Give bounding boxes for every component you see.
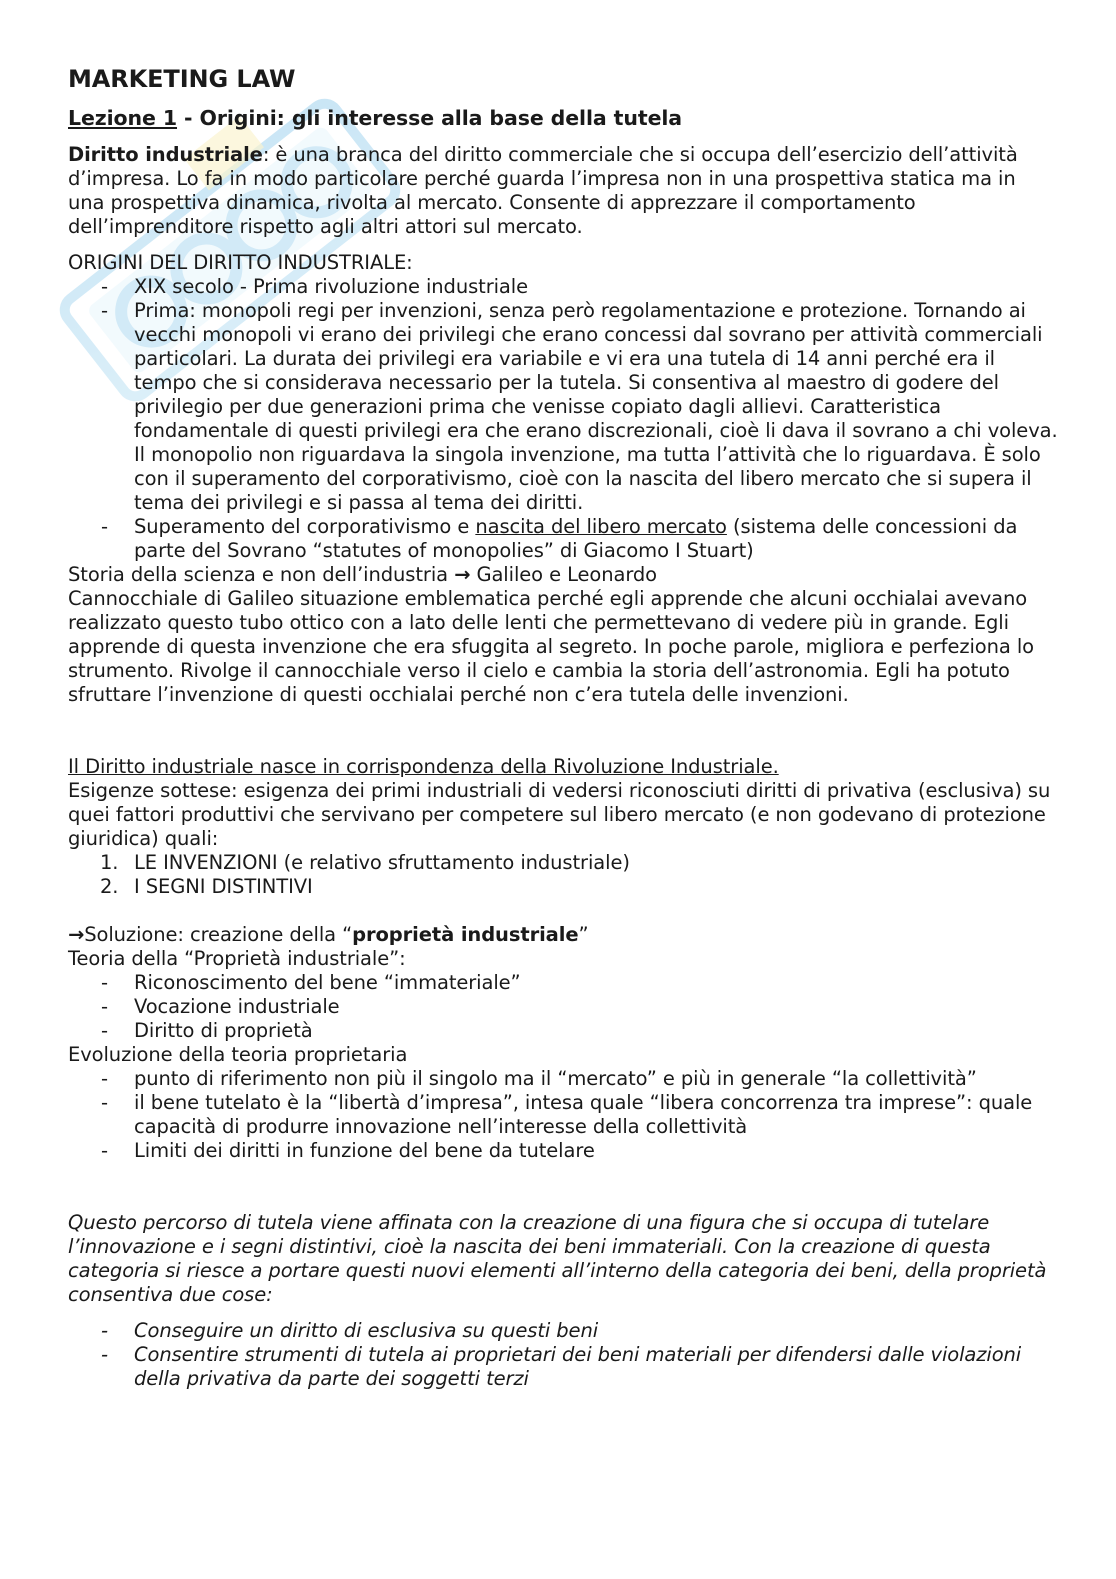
lesson-label: Lezione 1 — [68, 106, 178, 130]
conclusion-list — [68, 1319, 1058, 1391]
lesson-subtitle: - Origini: gli interesse alla base della tutela — [177, 106, 683, 130]
list-item: - Diritto di proprietà — [68, 1019, 1058, 1043]
origins-item3-post: (sistema delle concessioni da parte del Sovrano “statutes of monopolies” di Giacomo I Stuart) — [134, 515, 1018, 562]
list-text: LE INVENZIONI (e relativo sfruttamento industriale) — [134, 851, 630, 874]
evolution-heading: Evoluzione della teoria proprietaria — [68, 1043, 408, 1066]
science-line — [68, 563, 1058, 587]
theory-list — [68, 971, 1058, 1043]
list-item — [68, 515, 1058, 563]
list-item: - XIX secolo - Prima rivoluzione industriale — [68, 275, 1058, 299]
solution-pre: Soluzione: creazione della “ — [84, 923, 353, 946]
list-text: I SEGNI DISTINTIVI — [134, 875, 313, 898]
list-item: - il bene tutelato è la “libertà d’impresa”, intesa quale “libera concorrenza tra imprese”: quale capacità di produrre innovazione nell’interesse della collettività — [68, 1091, 1058, 1139]
list-item: - punto di riferimento non più il singolo ma il “mercato” e più in generale “la collettività” — [68, 1067, 1058, 1091]
science-post: Galileo e Leonardo — [470, 563, 658, 586]
list-item: - Vocazione industriale — [68, 995, 1058, 1019]
science-pre: Storia della scienza e non dell’industria — [68, 563, 455, 586]
solution-post: ” — [578, 923, 589, 946]
needs-list — [68, 851, 1058, 899]
list-item: - Conseguire un diritto di esclusiva su questi beni — [68, 1319, 1058, 1343]
origins-item3-pre: Superamento del corporativismo e — [134, 515, 476, 538]
lesson-heading — [68, 105, 1058, 131]
theory-heading: Teoria della “Proprietà industriale”: — [68, 947, 406, 970]
list-item: - Consentire strumenti di tutela ai proprietari dei beni materiali per difendersi dalle violazioni della privativa da parte dei soggetti terzi — [68, 1343, 1058, 1391]
document-title: MARKETING LAW — [68, 65, 296, 93]
definition-text: : è una branca del diritto commerciale che si occupa dell’esercizio dell’attività d’impresa. Lo fa in modo particolare perché guarda l’impresa non in una prospettiva statica ma in una prospettiva dinamica, rivolta al mercato. Consente di apprezzare il comportamento dell’imprenditore rispetto agli altri attori sul mercato. — [68, 143, 1018, 238]
document-body — [68, 64, 1058, 1391]
definition-paragraph — [68, 143, 1058, 239]
free-market-underlined: nascita del libero mercato — [475, 515, 727, 538]
list-item: - Prima: monopoli regi per invenzioni, senza però regolamentazione e protezione. Tornando ai vecchi monopoli vi erano dei privilegi che erano concessi dal sovrano per attività commerciali particolari. La durata dei privilegi era variabile e vi era una tutela di 14 anni perché era il tempo che si considerava necessario per la tutela. Si consentiva al maestro di godere del privilegio per due generazioni prima che venisse copiato dagli allievi. Caratteristica fondamentale di questi privilegi era che erano discrezionali, cioè li dava il sovrano a chi voleva. Il monopolio non riguardava la singola invenzione, ma tutta l’attività che lo riguardava. È solo con il superamento del corporativismo, cioè con la nascita del libero mercato che si supera il tema dei privilegi e si passa al tema dei diritti. — [68, 299, 1058, 515]
solution-line — [68, 923, 1058, 947]
origins-list — [68, 275, 1058, 563]
galileo-paragraph: Cannocchiale di Galileo situazione emblematica perché egli apprende che alcuni occhialai avevano realizzato questo tubo ottico con a lato delle lenti che permettevano di vedere più in grande. Egli apprende di questa invenzione che era sfuggita al segreto. In poche parole, migliora e perfeziona lo strumento. Rivolge il cannocchiale verso il cielo e cambia la storia dell’astronomia. Egli ha potuto sfruttare l’invenzione di questi occhialai perché non c’era tutela delle invenzioni. — [68, 587, 1034, 706]
list-item — [68, 875, 1058, 899]
evolution-list — [68, 1067, 1058, 1163]
birth-heading: Il Diritto industriale nasce in corrispondenza della Rivoluzione Industriale. — [68, 755, 779, 778]
list-item: - Riconoscimento del bene “immateriale” — [68, 971, 1058, 995]
list-number: 1. — [100, 851, 119, 874]
arrow-right-icon: → — [454, 563, 471, 586]
conclusion-paragraph: Questo percorso di tutela viene affinata con la creazione di una figura che si occupa di tutelare l’innovazione e i segni distintivi, cioè la nascita dei beni immateriali. Con la creazione di questa categoria si riesce a portare questi nuovi elementi all’interno della categoria dei beni, della proprietà consentiva due cose: — [68, 1211, 1047, 1306]
list-item: - Limiti dei diritti in funzione del bene da tutelare — [68, 1139, 1058, 1163]
definition-term: Diritto industriale — [68, 143, 263, 166]
solution-bold: proprietà industriale — [352, 923, 579, 946]
origins-heading: ORIGINI DEL DIRITTO INDUSTRIALE: — [68, 251, 413, 274]
list-number: 2. — [100, 875, 119, 898]
list-item — [68, 851, 1058, 875]
needs-paragraph: Esigenze sottese: esigenza dei primi industriali di vedersi riconosciuti diritti di privativa (esclusiva) su quei fattori produttivi che servivano per competere sul libero mercato (e non godevano di protezione giuridica) quali: — [68, 779, 1051, 850]
arrow-right-icon: → — [68, 923, 85, 946]
